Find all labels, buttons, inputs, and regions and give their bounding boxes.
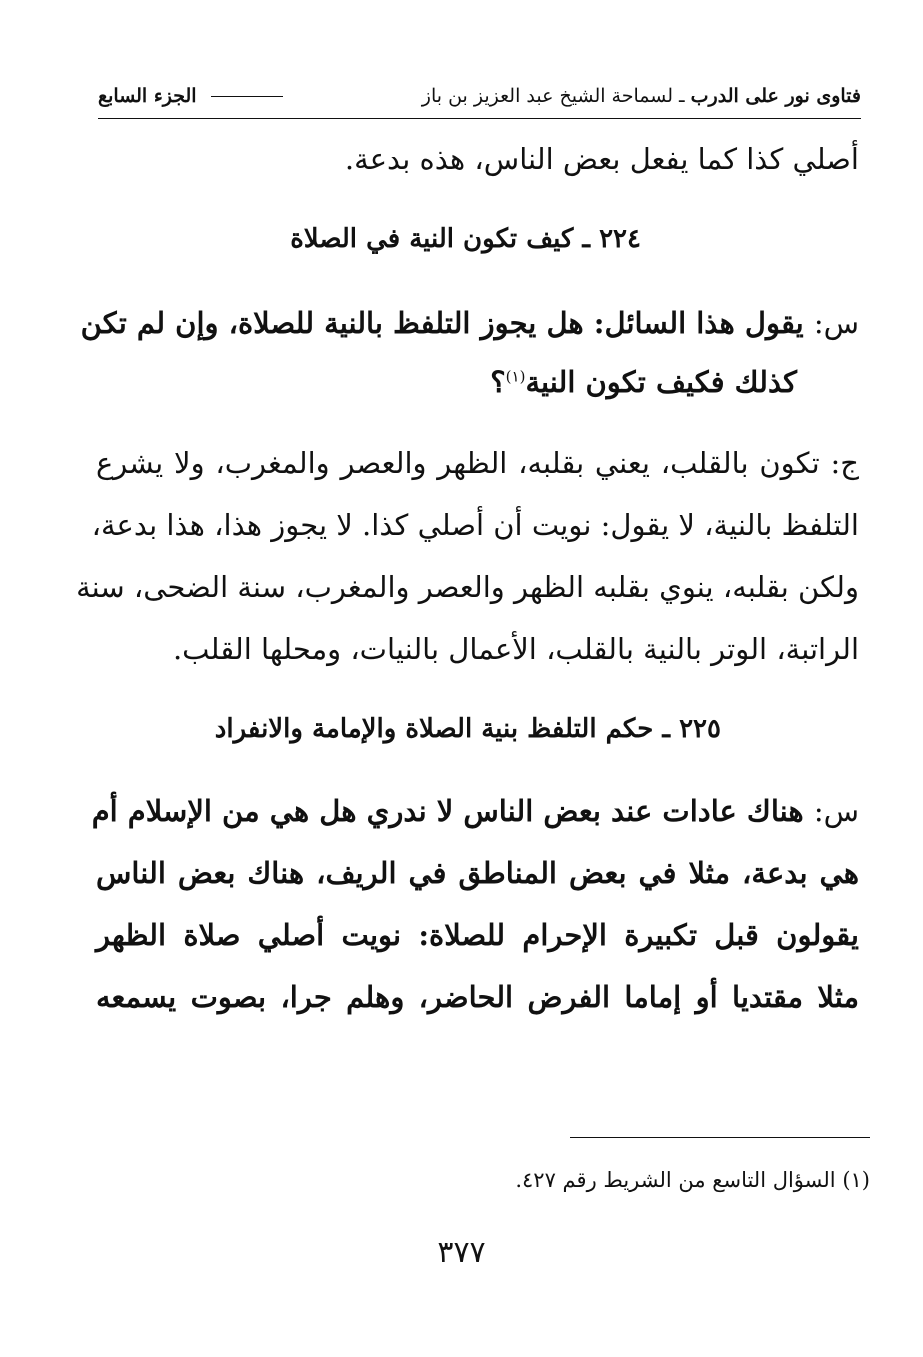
section-title: كيف تكون النية في الصلاة xyxy=(290,224,574,254)
answer-label: ج: xyxy=(830,446,860,480)
header-volume-group xyxy=(98,85,289,107)
heading-dash: ـ xyxy=(573,224,591,254)
answer-text: تكون بالقلب، يعني بقلبه، الظهر والعصر والمغرب، ولا يشرع xyxy=(96,446,820,480)
author-name: لسماحة الشيخ عبد العزيز بن باز xyxy=(421,85,673,107)
volume-label: الجزء السابع xyxy=(98,85,197,107)
footnote-number: (١) xyxy=(842,1168,870,1192)
footnote-text: السؤال التاسع من الشريط رقم ٤٢٧. xyxy=(515,1168,836,1192)
footnote-rule xyxy=(570,1137,870,1138)
question-text: كذلك فكيف تكون النية xyxy=(525,365,797,399)
heading-dash: ـ xyxy=(653,714,671,744)
question-line: هي بدعة، مثلا في بعض المناطق في الريف، هناك بعض الناس xyxy=(96,856,859,890)
continuation-line: أصلي كذا كما يفعل بعض الناس، هذه بدعة. xyxy=(344,142,859,176)
footnote-ref: (١) xyxy=(505,367,526,386)
page-number: ٣٧٧ xyxy=(437,1235,486,1270)
title-separator: ـ xyxy=(673,85,685,107)
running-header xyxy=(98,74,861,119)
section-heading-224 xyxy=(290,224,641,254)
header-dash-rule xyxy=(211,96,283,97)
section-number: ٢٢٥ xyxy=(679,714,721,744)
question-line xyxy=(80,306,859,340)
question-text: يقول هذا السائل: هل يجوز التلفظ بالنية للصلاة، وإن لم تكن xyxy=(80,306,804,340)
footnote xyxy=(515,1168,870,1192)
question-label: س: xyxy=(813,306,859,340)
question-text: هناك عادات عند بعض الناس لا ندري هل هي من الإسلام أم xyxy=(91,794,804,828)
question-line: يقولون قبل تكبيرة الإحرام للصلاة: نويت أصلي صلاة الظهر xyxy=(96,918,859,952)
answer-line xyxy=(96,446,859,480)
section-number: ٢٢٤ xyxy=(599,224,641,254)
answer-line: ولكن بقلبه، ينوي بقلبه الظهر والعصر والمغرب، سنة الضحى، سنة xyxy=(76,570,859,604)
answer-line: التلفظ بالنية، لا يقول: نويت أن أصلي كذا. لا يجوز هذا، هذا بدعة، xyxy=(91,508,859,542)
book-title: فتاوى نور على الدرب xyxy=(690,85,861,107)
question-label: س: xyxy=(813,794,859,828)
question-line xyxy=(490,365,797,399)
answer-line: الراتبة، الوتر بالنية بالقلب، الأعمال بالنيات، ومحلها القلب. xyxy=(172,632,859,666)
question-line xyxy=(91,794,859,828)
section-title: حكم التلفظ بنية الصلاة والإمامة والانفراد xyxy=(214,714,654,744)
section-heading-225 xyxy=(215,714,721,744)
question-mark: ؟ xyxy=(490,365,506,399)
question-line: مثلا مقتديا أو إماما الفرض الحاضر، وهلم جرا، بصوت يسمعه xyxy=(96,980,859,1014)
header-title-author xyxy=(422,85,861,107)
